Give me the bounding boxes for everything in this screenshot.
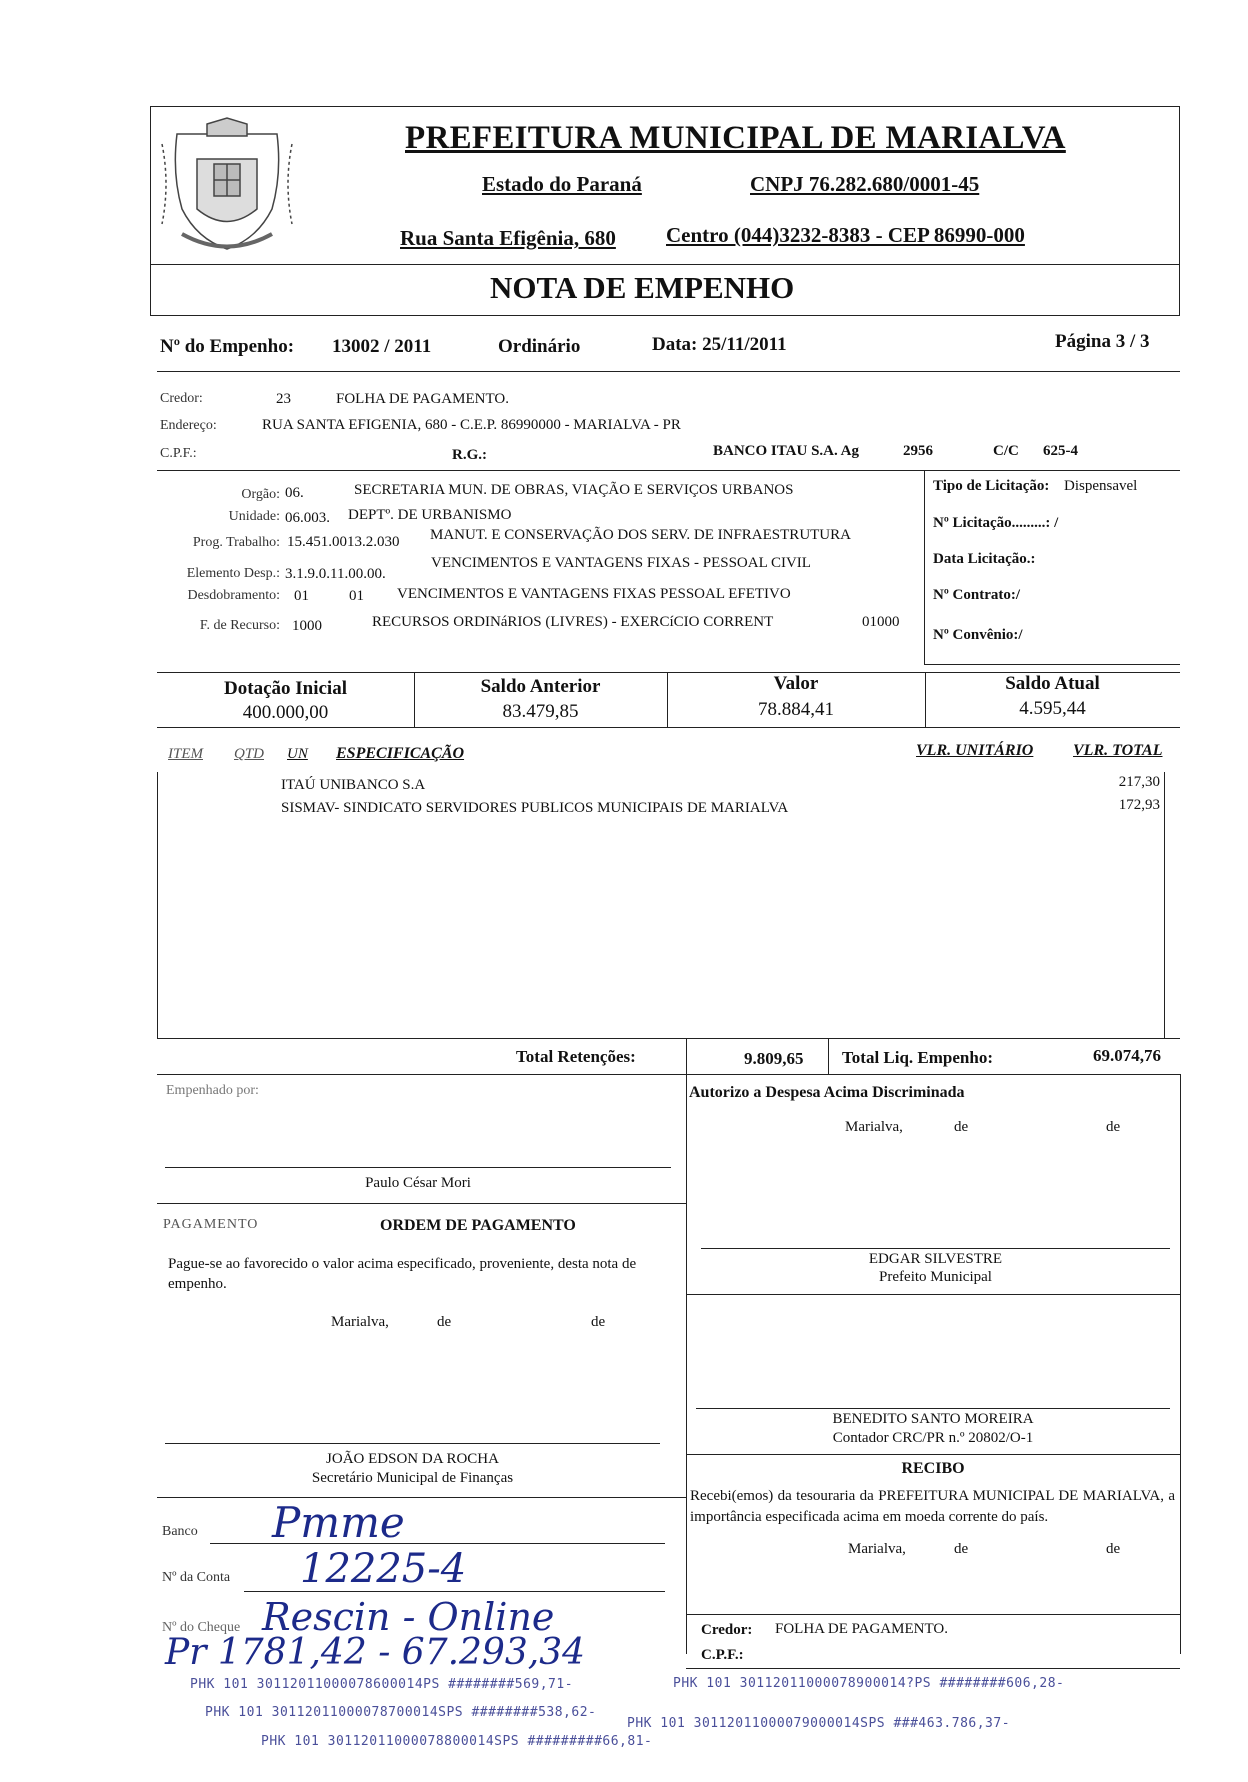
recibo-text: Recebi(emos) da tesouraria da PREFEITURA MUNICIPAL DE MARIALVA, a importância especificada acima em moeda corrente do país. <box>690 1488 1175 1525</box>
dotacao-label: Dotação Inicial <box>224 678 347 699</box>
autorizo-de-1: de <box>954 1119 969 1135</box>
recibo-city: Marialva, <box>848 1541 906 1557</box>
items-bottom <box>157 1038 1180 1039</box>
prefeito-signature-line <box>701 1248 1170 1249</box>
lower-divider-v <box>686 1074 687 1654</box>
bank-stamp-4: PHK 101 30112011000078900014?PS ########606,28- <box>673 1676 1065 1691</box>
header-address2: Centro (044)3232-8383 - CEP 86990-000 <box>666 223 1025 247</box>
cc-value: 625-4 <box>1043 443 1078 459</box>
valor-value: 78.884,41 <box>758 699 834 720</box>
ordem-city: Marialva, <box>331 1314 389 1330</box>
empenho-kind: Ordinário <box>498 336 581 357</box>
autorizo-de-2: de <box>1106 1119 1121 1135</box>
endereco-label: Endereço: <box>160 418 217 433</box>
col-vlr-unit: VLR. UNITÁRIO <box>916 742 1034 759</box>
header-divider <box>150 264 1180 265</box>
conta-label: Nº da Conta <box>162 1570 231 1585</box>
page-title: PREFEITURA MUNICIPAL DE MARIALVA <box>405 120 1066 156</box>
prefeito-name: EDGAR SILVESTRE <box>868 1251 1003 1267</box>
empenhado-name: Paulo César Mori <box>365 1175 471 1191</box>
desd-name: VENCIMENTOS E VANTAGENS FIXAS PESSOAL EFETIVO <box>397 586 791 602</box>
empenhado-signature-line <box>165 1167 671 1168</box>
contador-title: Contador CRC/PR n.º 20802/O-1 <box>832 1430 1034 1446</box>
orgao-label: Orgão: <box>241 487 280 502</box>
bank-name: BANCO ITAU S.A. Ag <box>713 443 859 459</box>
licitacao-convenio: Nº Convênio:/ <box>933 627 1023 643</box>
empenhado-label: Empenhado por: <box>166 1083 259 1098</box>
ordem-de-2: de <box>591 1314 606 1330</box>
unidade-name: DEPTº. DE URBANISMO <box>348 507 512 523</box>
unidade-code: 06.003. <box>285 510 330 526</box>
total-retencoes-value: 9.809,65 <box>744 1049 804 1068</box>
licitacao-numero: Nº Licitação.........: / <box>933 515 1059 531</box>
autorizo-city: Marialva, <box>845 1119 903 1135</box>
extra-handwritten: Pr 1781,42 - 67.293,34 <box>165 1632 586 1673</box>
col-vlr-total: VLR. TOTAL <box>1073 742 1163 759</box>
saldo-anterior-label: Saldo Anterior <box>480 676 601 697</box>
recibo-de-1: de <box>954 1541 969 1557</box>
elem-label: Elemento Desp.: <box>186 566 280 581</box>
fonte-name: RECURSOS ORDINáRIOS (LIVRES) - EXERCíCIO CORRENT <box>372 614 774 630</box>
items-left-border <box>157 772 158 1038</box>
cheque-handwritten: Rescin - Online <box>262 1595 555 1639</box>
desd-code1: 01 <box>294 588 309 604</box>
items-right-border <box>1164 772 1165 1038</box>
lower-right-border <box>1180 1074 1181 1654</box>
doc-type-title: NOTA DE EMPENHO <box>490 270 795 305</box>
saldo-anterior-value: 83.479,85 <box>502 701 579 722</box>
fonte-label: F. de Recurso: <box>199 618 280 633</box>
saldo-atual-value: 4.595,44 <box>1019 698 1086 719</box>
empenhado-bottom <box>157 1203 686 1204</box>
prog-label: Prog. Trabalho: <box>192 535 280 550</box>
saldo-atual-label: Saldo Atual <box>1005 673 1100 694</box>
elem-code: 3.1.9.0.11.00.00. <box>285 566 386 582</box>
rg-label: R.G.: <box>452 447 487 463</box>
orgao-code: 06. <box>285 485 304 501</box>
contador-name: BENEDITO SANTO MOREIRA <box>832 1411 1034 1427</box>
empenho-number: 13002 / 2011 <box>332 336 432 357</box>
recibo-cpf-label: C.P.F.: <box>701 1647 744 1663</box>
meta-divider <box>157 371 1180 372</box>
banco-label: Banco <box>162 1524 198 1539</box>
empenho-label: Nº do Empenho: <box>160 336 295 357</box>
prog-code: 15.451.0013.2.030 <box>287 534 400 550</box>
totals-bottom <box>157 1074 1180 1075</box>
bank-stamp-1: PHK 101 30112011000078600014PS ########569,71- <box>190 1677 574 1692</box>
page-number: Página 3 / 3 <box>1055 331 1150 352</box>
ordem-pagamento-text: Pague-se ao favorecido o valor acima especificado, proveniente, desta nota de empenho. <box>168 1256 637 1292</box>
credor-name: FOLHA DE PAGAMENTO. <box>336 391 509 407</box>
balances-bottom <box>157 727 1180 728</box>
bank-stamp-5: PHK 101 30112011000079000014SPS ###463.786,37- <box>627 1716 1011 1731</box>
recibo-signature-line <box>686 1614 1180 1615</box>
autorizo-text: Autorizo a Despesa Acima Discriminada <box>689 1084 965 1101</box>
prog-name: MANUT. E CONSERVAÇÃO DOS SERV. DE INFRAESTRUTURA <box>430 527 851 543</box>
header-address: Rua Santa Efigênia, 680 <box>400 226 616 250</box>
empenho-date: Data: 25/11/2011 <box>652 334 787 355</box>
fonte-suffix: 01000 <box>862 614 900 630</box>
budget-divider-v <box>924 470 925 665</box>
licitacao-tipo-value: Dispensavel <box>1064 478 1138 494</box>
header-state: Estado do Paraná <box>482 172 642 196</box>
ordem-de-1: de <box>437 1314 452 1330</box>
totals-sep-2 <box>828 1038 829 1074</box>
orgao-name: SECRETARIA MUN. DE OBRAS, VIAÇÃO E SERVIÇOS URBANOS <box>354 482 794 498</box>
secretario-title: Secretário Municipal de Finanças <box>311 1470 514 1486</box>
col-item: ITEM <box>168 746 203 762</box>
prefeito-bottom <box>686 1294 1180 1295</box>
contador-bottom <box>686 1454 1180 1455</box>
licitacao-data: Data Licitação.: <box>933 551 1036 567</box>
recibo-credor-label: Credor: <box>701 1622 753 1638</box>
secretario-signature-line <box>165 1443 660 1444</box>
col-espec: ESPECIFICAÇÃO <box>336 745 465 762</box>
fonte-code: 1000 <box>292 618 322 634</box>
bank-agency: 2956 <box>903 443 933 459</box>
totals-sep-1 <box>686 1038 687 1074</box>
banco-handwritten: Pmme <box>272 1498 405 1547</box>
credor-label: Credor: <box>160 391 203 406</box>
contador-signature-line <box>696 1408 1170 1409</box>
licitacao-tipo-label: Tipo de Licitação: <box>933 478 1050 494</box>
budget-bottom <box>924 664 1180 665</box>
bank-stamp-3: PHK 101 30112011000078800014SPS #########66,81- <box>261 1734 653 1749</box>
total-liquido-value: 69.074,76 <box>1093 1046 1161 1065</box>
cc-label: C/C <box>993 443 1019 459</box>
dotacao-value: 400.000,00 <box>242 702 329 723</box>
cheque-label: Nº do Cheque <box>162 1620 241 1635</box>
item-row-1-desc: ITAÚ UNIBANCO S.A <box>281 777 426 793</box>
item-row-1-total: 217,30 <box>1118 774 1160 790</box>
recibo-title: RECIBO <box>901 1460 965 1477</box>
item-row-2-desc: SISMAV- SINDICATO SERVIDORES PUBLICOS MUNICIPAIS DE MARIALVA <box>281 800 789 816</box>
unidade-label: Unidade: <box>228 509 280 524</box>
prefeito-title: Prefeito Municipal <box>879 1269 992 1285</box>
credor-code: 23 <box>276 391 291 407</box>
secretario-name: JOÃO EDSON DA ROCHA <box>326 1451 499 1467</box>
recibo-credor-value: FOLHA DE PAGAMENTO. <box>775 1621 948 1637</box>
item-row-2-total: 172,93 <box>1118 797 1160 813</box>
credor-divider <box>157 470 1180 471</box>
ordem-pagamento-title: ORDEM DE PAGAMENTO <box>380 1217 576 1234</box>
endereco-value: RUA SANTA EFIGENIA, 680 - C.E.P. 86990000 - MARIALVA - PR <box>262 417 681 433</box>
pagamento-label: PAGAMENTO <box>163 1217 259 1232</box>
secretario-bottom <box>157 1497 686 1498</box>
lower-bottom <box>686 1668 1180 1669</box>
conta-handwritten: 12225-4 <box>300 1546 467 1592</box>
total-retencoes-label: Total Retenções: <box>516 1047 636 1066</box>
header-cnpj: CNPJ 76.282.680/0001-45 <box>750 172 980 196</box>
desd-label: Desdobramento: <box>187 588 280 603</box>
elem-name: VENCIMENTOS E VANTAGENS FIXAS - PESSOAL CIVIL <box>431 555 811 571</box>
col-qtd: QTD <box>234 746 265 762</box>
desd-code2: 01 <box>349 588 364 604</box>
recibo-de-2: de <box>1106 1541 1121 1557</box>
col-un: UN <box>287 746 308 762</box>
bank-stamp-2: PHK 101 30112011000078700014SPS ########538,62- <box>205 1705 597 1720</box>
licitacao-contrato: Nº Contrato:/ <box>933 587 1021 603</box>
cpf-label: C.P.F.: <box>160 446 197 461</box>
valor-label: Valor <box>773 673 819 694</box>
municipal-coat-of-arms-icon <box>152 114 302 264</box>
total-liquido-label: Total Liq. Empenho: <box>842 1048 993 1067</box>
